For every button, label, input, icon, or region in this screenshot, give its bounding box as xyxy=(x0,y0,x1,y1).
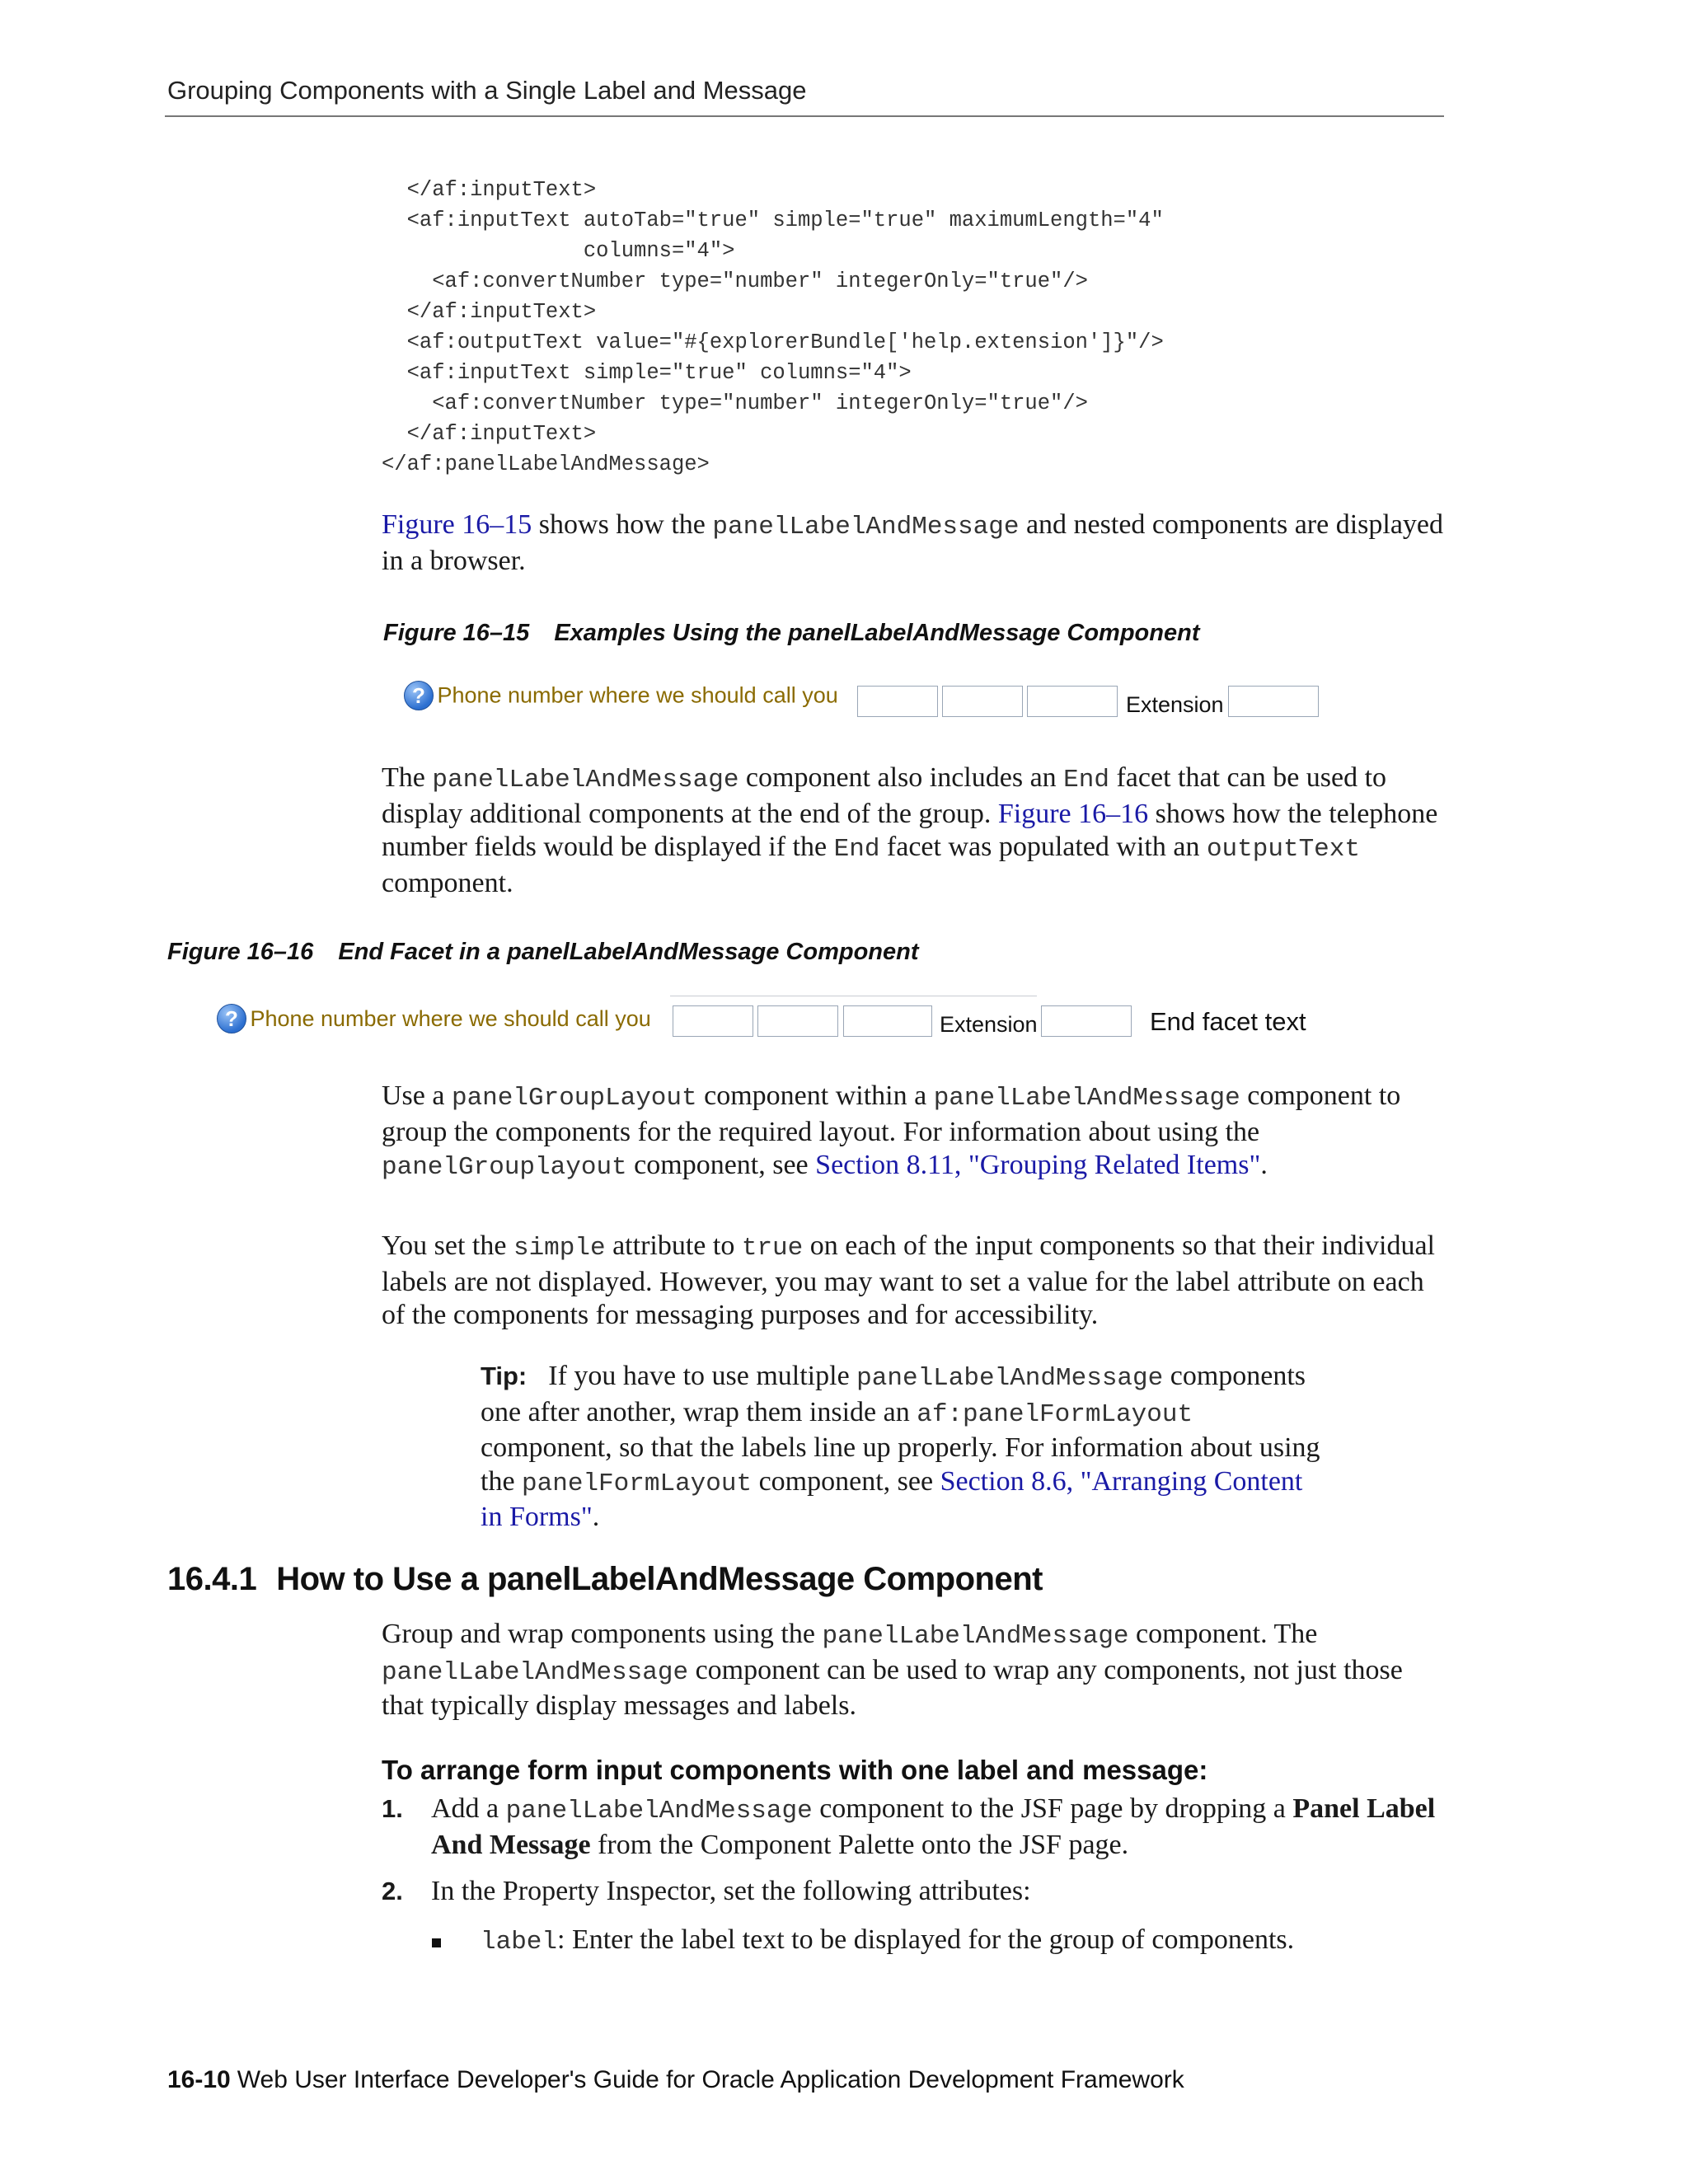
header-rule xyxy=(165,115,1444,117)
text: attribute to xyxy=(605,1230,742,1261)
text: The xyxy=(382,762,433,793)
figure-number: Figure 16–15 xyxy=(383,620,530,646)
text: and nested components are displayed in a browser. xyxy=(382,509,1444,576)
section-8-6-link[interactable]: Section 8.6, "Arranging Content in Forms" xyxy=(481,1465,1303,1532)
text: component. The xyxy=(1128,1619,1318,1649)
code-term: panelLabelAndMessage xyxy=(505,1797,813,1825)
code-line: <af:outputText value="#{explorerBundle['help.extension']}"/> xyxy=(382,330,1164,354)
code-term: panelFormLayout xyxy=(522,1469,753,1498)
step-text: In the Property Inspector, set the following attributes: xyxy=(431,1876,1031,1906)
text: component can be used to wrap any components, not just those that typically display messages and labels. xyxy=(382,1654,1403,1721)
paragraph-simple-attribute xyxy=(382,1230,1445,1333)
text: You set the xyxy=(382,1230,513,1261)
code-term: panelLabelAndMessage xyxy=(712,513,1020,541)
page-footer xyxy=(167,2066,1184,2094)
code-term: true xyxy=(741,1234,804,1263)
phone-prefix-input[interactable] xyxy=(942,686,1023,717)
phone-area-input[interactable] xyxy=(857,686,938,717)
phone-number-input[interactable] xyxy=(843,1005,932,1037)
ui-term: Panel Label And Message xyxy=(431,1793,1436,1860)
running-head: Grouping Components with a Single Label and Message xyxy=(167,76,807,105)
code-line: <af:convertNumber type="number" integerOnly="true"/> xyxy=(382,269,1088,293)
figure-title: End Facet in a panelLabelAndMessage Component xyxy=(338,939,919,965)
help-icon[interactable]: ? xyxy=(217,1004,246,1033)
text: Group and wrap components using the xyxy=(382,1619,823,1649)
figure-number: Figure 16–16 xyxy=(167,939,314,965)
text: component also includes an xyxy=(738,762,1064,793)
figure-16-15 xyxy=(404,681,1327,730)
code-term: panelGroupLayout xyxy=(451,1084,697,1113)
step-text xyxy=(431,1793,1445,1862)
phone-label: Phone number where we should call you xyxy=(250,1005,651,1031)
code-term: panelLabelAndMessage xyxy=(382,1657,689,1687)
figure-title: Examples Using the panelLabelAndMessage Component xyxy=(554,620,1200,646)
text: component to the JSF page by dropping a xyxy=(812,1793,1293,1824)
text: on each of the input components so that their individual labels are not displayed. However, you may want to set a value for the label attribute on each of the components for messaging purposes and for accessibility. xyxy=(382,1230,1435,1330)
paragraph-end-facet xyxy=(382,762,1445,900)
text: component, see xyxy=(752,1465,940,1497)
text: . xyxy=(1260,1150,1268,1180)
figure-16-16-caption xyxy=(167,939,919,966)
text: facet was populated with an xyxy=(879,832,1207,862)
text: : Enter the label text to be displayed for the group of components. xyxy=(557,1924,1295,1955)
step-number: 1. xyxy=(382,1794,403,1823)
code-term: End xyxy=(833,835,880,864)
text: component. xyxy=(382,867,513,898)
code-line: <af:inputText simple="true" columns="4"> xyxy=(382,361,912,385)
text: shows how the xyxy=(532,509,713,540)
text: component to group the components for the required layout. For information about using the xyxy=(382,1080,1401,1147)
tip-note xyxy=(481,1360,1329,1535)
extension-label: Extension xyxy=(1126,692,1224,717)
paragraph-group-layout xyxy=(382,1080,1445,1185)
text: Add a xyxy=(431,1793,506,1824)
figure-16-16 xyxy=(217,994,1371,1052)
code-term: End xyxy=(1063,766,1109,794)
code-term: panelLabelAndMessage xyxy=(933,1084,1240,1113)
code-line: <af:inputText autoTab="true" simple="true" maximumLength="4" xyxy=(382,209,1164,232)
extension-input[interactable] xyxy=(1041,1005,1132,1037)
procedure-step-1 xyxy=(382,1793,1445,1867)
code-term: simple xyxy=(513,1234,606,1263)
section-number: 16.4.1 xyxy=(167,1561,257,1597)
paragraph-group-wrap xyxy=(382,1618,1445,1723)
figure-16-15-link[interactable]: Figure 16–15 xyxy=(382,509,532,540)
code-term: af:panelFormLayout xyxy=(917,1399,1193,1429)
paragraph-figure-intro xyxy=(382,509,1445,578)
text: shows how the telephone number fields would be displayed if the xyxy=(382,798,1438,862)
page-number: 16-10 xyxy=(167,2066,231,2093)
text: from the Component Palette onto the JSF page. xyxy=(590,1829,1129,1860)
code-line: columns="4"> xyxy=(382,239,735,263)
figure-16-15-caption xyxy=(383,620,1199,647)
code-line: </af:panelLabelAndMessage> xyxy=(382,452,710,476)
section-8-11-link[interactable]: Section 8.11, "Grouping Related Items" xyxy=(815,1150,1261,1180)
text: component, see xyxy=(626,1150,816,1180)
phone-area-input[interactable] xyxy=(673,1005,753,1037)
code-line: </af:inputText> xyxy=(382,178,597,202)
step-number: 2. xyxy=(382,1877,403,1905)
help-icon[interactable]: ? xyxy=(404,681,434,710)
text: components one after another, wrap them inside an xyxy=(481,1361,1306,1427)
bullet-item xyxy=(481,1924,1445,1960)
figure-16-16-link[interactable]: Figure 16–16 xyxy=(997,798,1149,829)
extension-label: Extension xyxy=(940,1012,1038,1037)
text: Use a xyxy=(382,1080,452,1111)
book-title: Web User Interface Developer's Guide for Oracle Application Development Framework xyxy=(237,2066,1184,2093)
code-term: panelLabelAndMessage xyxy=(822,1622,1129,1651)
code-block xyxy=(382,175,1164,480)
code-line: </af:inputText> xyxy=(382,422,597,446)
phone-label: Phone number where we should call you xyxy=(437,682,838,708)
code-term: outputText xyxy=(1206,835,1360,864)
code-term: panelGrouplayout xyxy=(382,1153,627,1182)
procedure-step-2 xyxy=(382,1875,1445,1912)
code-term: label xyxy=(481,1928,558,1957)
code-term: panelLabelAndMessage xyxy=(856,1364,1164,1393)
extension-input[interactable] xyxy=(1228,686,1319,717)
section-title: How to Use a panelLabelAndMessage Component xyxy=(276,1561,1043,1597)
text: component, so that the labels line up properly. For information about using the xyxy=(481,1432,1320,1497)
tip-label: Tip: xyxy=(481,1361,528,1390)
code-term: panelLabelAndMessage xyxy=(432,766,739,794)
code-line: </af:inputText> xyxy=(382,300,597,324)
text: If you have to use multiple xyxy=(548,1361,857,1391)
phone-prefix-input[interactable] xyxy=(757,1005,838,1037)
text: . xyxy=(592,1502,600,1532)
code-line: <af:convertNumber type="number" integerOnly="true"/> xyxy=(382,391,1088,415)
text: component within a xyxy=(696,1080,934,1111)
text: facet that can be used to display additional components at the end of the group. xyxy=(382,762,1387,829)
section-heading xyxy=(167,1561,1043,1598)
bullet-marker xyxy=(432,1938,441,1947)
phone-number-input[interactable] xyxy=(1027,686,1118,717)
end-facet-text: End facet text xyxy=(1150,1007,1306,1036)
procedure-heading: To arrange form input components with one label and message: xyxy=(382,1755,1208,1785)
